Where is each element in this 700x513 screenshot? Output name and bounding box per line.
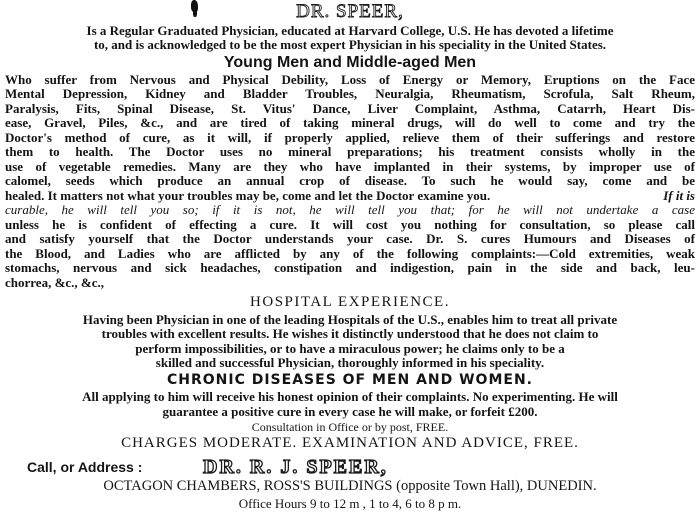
hospital-heading: HOSPITAL EXPERIENCE. bbox=[250, 294, 450, 310]
body-line-5: Doctor's method of cure, as it will, if properly applied, relieve them of their sufferings and restore bbox=[5, 130, 695, 145]
hospital-line-2: troubles with excellent results. He wishes it distinctly understood that he does not claim to bbox=[101, 326, 599, 341]
chronic-line-1: All applying to him will receive his honest opinion of their complaints. No experimenting. He will bbox=[82, 389, 618, 404]
chronic-heading: CHRONIC DISEASES OF MEN AND WOMEN. bbox=[166, 372, 533, 388]
call-label: Call, or Address : bbox=[27, 459, 143, 475]
body-line-12: and satisfy yourself that the Doctor understands your case. Dr. S. cures Humours and Diseases of bbox=[5, 231, 695, 246]
body-line-7: use of vegetable remedies. Many are they who have implanted in their systems, by improper use of bbox=[5, 159, 695, 174]
intro-line-1: Is a Regular Graduated Physician, educated at Harvard College, U.S. He has devoted a lifetime bbox=[86, 23, 614, 38]
body-line-9 bbox=[5, 189, 695, 203]
chronic-line-3: Consultation in Office or by post, FREE. bbox=[251, 420, 449, 434]
charges-line: CHARGES MODERATE. EXAMINATION AND ADVICE, FREE. bbox=[121, 435, 579, 451]
body-line-4: ease, Gravel, Piles, &c., and are tired of taking mineral drugs, will do well to come and try the bbox=[5, 115, 695, 130]
body-line-14: stomachs, nervous and sick headaches, constipation and indigestion, pain in the side and back, leu- bbox=[5, 260, 695, 275]
body-line-6: them to health. The Doctor uses no mineral preparations; his treatment consists wholly in the bbox=[5, 144, 695, 159]
doctor-name: DR. R. J. SPEER, bbox=[203, 456, 388, 478]
office-hours: Office Hours 9 to 12 m , 1 to 4, 6 to 8 p m. bbox=[238, 496, 462, 511]
hospital-line-1: Having been Physician in one of the leading Hospitals of the U.S., enables him to treat all private bbox=[82, 312, 618, 327]
hospital-line-3: perform impossibilities, or to have a miraculous power; he claims only to be a bbox=[135, 341, 565, 356]
body-line-13: the Blood, and Ladies who are afflicted by any of the following complaints:—Cold extremities, weak bbox=[5, 246, 695, 261]
body-line-1: Who suffer from Nervous and Physical Debility, Loss of Energy or Memory, Eruptions on the Face bbox=[5, 72, 695, 87]
body-line-3: Paralysis, Fits, Spinal Disease, St. Vitus' Dance, Liver Complaint, Asthma, Catarrh, Heart Dis- bbox=[5, 101, 695, 116]
doctor-title: DR. SPEER, bbox=[296, 1, 404, 22]
hospital-line-4: skilled and successful Physician, thoroughly informed in his speciality. bbox=[155, 355, 545, 370]
body-line-9-text: healed. It matters not what your troubles may be, come and let the Doctor examine you. bbox=[5, 188, 491, 203]
chronic-line-2: guarantee a positive cure in every case he will make, or forfeit £200. bbox=[162, 404, 538, 419]
headline: Young Men and Middle-aged Men bbox=[223, 54, 477, 71]
intro-line-2: to, and is acknowledged to be the most expert Physician in his speciality in the United States. bbox=[93, 37, 607, 52]
body-line-10: curable, he will tell you so; if it is not, he will tell you that; for he will not undertake a case bbox=[5, 202, 695, 217]
address-line: OCTAGON CHAMBERS, ROSS'S BUILDINGS (opposite Town Hall), DUNEDIN. bbox=[103, 478, 597, 494]
body-line-8: calomel, seeds which produce an annual crop of disease. To such he would say, come and be bbox=[5, 173, 695, 188]
call-row bbox=[0, 456, 700, 478]
body-line-15: chorrea, &c., &c., bbox=[5, 275, 105, 290]
italic-fragment: If it is bbox=[663, 188, 695, 203]
body-line-2: Mental Depression, Kidney and Bladder Troubles, Neuralgia, Rheumatism, Scrofula, Salt Rheum, bbox=[5, 86, 695, 101]
body-line-11: unless he is confident of effecting a cure. It will cost you nothing for consultation, so please call bbox=[5, 217, 695, 232]
